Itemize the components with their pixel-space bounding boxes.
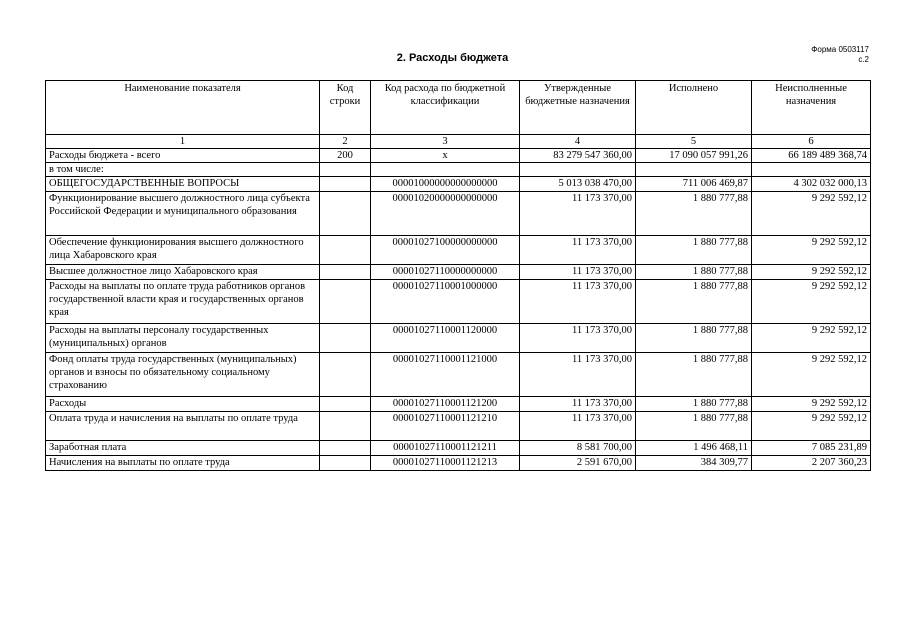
column-header-executed: Исполнено <box>636 81 752 135</box>
cell-line-code <box>320 265 371 280</box>
cell-executed: 1 880 777,88 <box>636 265 752 280</box>
cell-unexecuted: 9 292 592,12 <box>752 397 871 412</box>
cell-approved: 11 173 370,00 <box>520 236 636 265</box>
cell-name: Расходы на выплаты персоналу государственных (муниципальных) органов <box>46 324 320 353</box>
cell-unexecuted <box>752 163 871 177</box>
cell-name: Фонд оплаты труда государственных (муниципальных) органов и взносы по обязательному социальному страхованию <box>46 353 320 397</box>
page-number: с.2 <box>858 55 869 64</box>
table-row <box>46 265 871 280</box>
column-header-name: Наименование показателя <box>46 81 320 135</box>
budget-expenses-table <box>45 80 871 471</box>
cell-classification-code: 00001027110001121210 <box>371 412 520 441</box>
cell-name: Обеспечение функционирования высшего должностного лица Хабаровского края <box>46 236 320 265</box>
cell-classification-code: 00001027110001000000 <box>371 280 520 324</box>
cell-approved: 11 173 370,00 <box>520 192 636 236</box>
table-row <box>46 177 871 192</box>
cell-classification-code: 00001027110001121211 <box>371 441 520 456</box>
table-row <box>46 149 871 163</box>
form-number: Форма 0503117 <box>811 45 869 54</box>
cell-unexecuted: 66 189 489 368,74 <box>752 149 871 163</box>
page-title: 2. Расходы бюджета <box>396 52 509 64</box>
cell-executed: 17 090 057 991,26 <box>636 149 752 163</box>
column-number: 1 <box>46 135 320 149</box>
cell-name: Заработная плата <box>46 441 320 456</box>
cell-executed: 1 880 777,88 <box>636 192 752 236</box>
header-row <box>46 81 871 135</box>
cell-name: Оплата труда и начисления на выплаты по оплате труда <box>46 412 320 441</box>
cell-unexecuted: 9 292 592,12 <box>752 324 871 353</box>
cell-name: Высшее должностное лицо Хабаровского края <box>46 265 320 280</box>
cell-approved: 11 173 370,00 <box>520 324 636 353</box>
cell-unexecuted: 2 207 360,23 <box>752 456 871 471</box>
cell-approved: 5 013 038 470,00 <box>520 177 636 192</box>
column-number: 3 <box>371 135 520 149</box>
cell-executed: 1 880 777,88 <box>636 412 752 441</box>
table-row <box>46 192 871 236</box>
column-number: 6 <box>752 135 871 149</box>
cell-line-code <box>320 192 371 236</box>
column-header-line-code: Код строки <box>320 81 371 135</box>
column-number-row <box>46 135 871 149</box>
column-header-classification-code: Код расхода по бюджетной классификации <box>371 81 520 135</box>
cell-executed <box>636 163 752 177</box>
cell-approved: 11 173 370,00 <box>520 353 636 397</box>
cell-executed: 384 309,77 <box>636 456 752 471</box>
table-row <box>46 456 871 471</box>
cell-classification-code: x <box>371 149 520 163</box>
cell-approved: 8 581 700,00 <box>520 441 636 456</box>
cell-classification-code: 00001027110001120000 <box>371 324 520 353</box>
cell-approved: 2 591 670,00 <box>520 456 636 471</box>
cell-executed: 1 880 777,88 <box>636 236 752 265</box>
table-row <box>46 397 871 412</box>
cell-unexecuted: 9 292 592,12 <box>752 280 871 324</box>
table-row <box>46 412 871 441</box>
column-number: 5 <box>636 135 752 149</box>
cell-approved: 11 173 370,00 <box>520 265 636 280</box>
cell-unexecuted: 9 292 592,12 <box>752 236 871 265</box>
cell-name: Расходы бюджета - всего <box>46 149 320 163</box>
cell-approved: 11 173 370,00 <box>520 280 636 324</box>
form-code <box>811 45 869 65</box>
cell-executed: 1 880 777,88 <box>636 397 752 412</box>
cell-unexecuted: 9 292 592,12 <box>752 412 871 441</box>
cell-name: в том числе: <box>46 163 320 177</box>
cell-line-code: 200 <box>320 149 371 163</box>
cell-line-code <box>320 236 371 265</box>
cell-unexecuted: 7 085 231,89 <box>752 441 871 456</box>
table-row <box>46 324 871 353</box>
cell-classification-code: 00001020000000000000 <box>371 192 520 236</box>
cell-classification-code: 00001000000000000000 <box>371 177 520 192</box>
cell-unexecuted: 9 292 592,12 <box>752 192 871 236</box>
cell-unexecuted: 9 292 592,12 <box>752 353 871 397</box>
column-header-approved: Утвержденные бюджетные назначения <box>520 81 636 135</box>
cell-unexecuted: 4 302 032 000,13 <box>752 177 871 192</box>
column-number: 4 <box>520 135 636 149</box>
table-row <box>46 441 871 456</box>
cell-executed: 1 496 468,11 <box>636 441 752 456</box>
cell-name: Расходы на выплаты по оплате труда работников органов государственной власти края и государственных органов края <box>46 280 320 324</box>
cell-line-code <box>320 163 371 177</box>
table-row <box>46 236 871 265</box>
cell-classification-code <box>371 163 520 177</box>
cell-classification-code: 00001027110000000000 <box>371 265 520 280</box>
cell-classification-code: 00001027110001121000 <box>371 353 520 397</box>
cell-approved <box>520 163 636 177</box>
cell-name: Расходы <box>46 397 320 412</box>
cell-line-code <box>320 412 371 441</box>
cell-line-code <box>320 177 371 192</box>
cell-executed: 1 880 777,88 <box>636 353 752 397</box>
cell-executed: 1 880 777,88 <box>636 280 752 324</box>
cell-name: Функционирование высшего должностного лица субъекта Российской Федерации и муниципального образования <box>46 192 320 236</box>
cell-line-code <box>320 397 371 412</box>
table-body <box>46 149 871 471</box>
cell-line-code <box>320 280 371 324</box>
cell-classification-code: 00001027100000000000 <box>371 236 520 265</box>
cell-approved: 83 279 547 360,00 <box>520 149 636 163</box>
table-row <box>46 163 871 177</box>
cell-name: Начисления на выплаты по оплате труда <box>46 456 320 471</box>
column-number: 2 <box>320 135 371 149</box>
cell-line-code <box>320 324 371 353</box>
cell-executed: 711 006 469,87 <box>636 177 752 192</box>
cell-approved: 11 173 370,00 <box>520 412 636 441</box>
cell-unexecuted: 9 292 592,12 <box>752 265 871 280</box>
table-row <box>46 353 871 397</box>
cell-line-code <box>320 456 371 471</box>
cell-approved: 11 173 370,00 <box>520 397 636 412</box>
column-header-unexecuted: Неисполненные назначения <box>752 81 871 135</box>
cell-executed: 1 880 777,88 <box>636 324 752 353</box>
cell-line-code <box>320 441 371 456</box>
cell-classification-code: 00001027110001121213 <box>371 456 520 471</box>
cell-classification-code: 00001027110001121200 <box>371 397 520 412</box>
cell-name: ОБЩЕГОСУДАРСТВЕННЫЕ ВОПРОСЫ <box>46 177 320 192</box>
cell-line-code <box>320 353 371 397</box>
table-row <box>46 280 871 324</box>
